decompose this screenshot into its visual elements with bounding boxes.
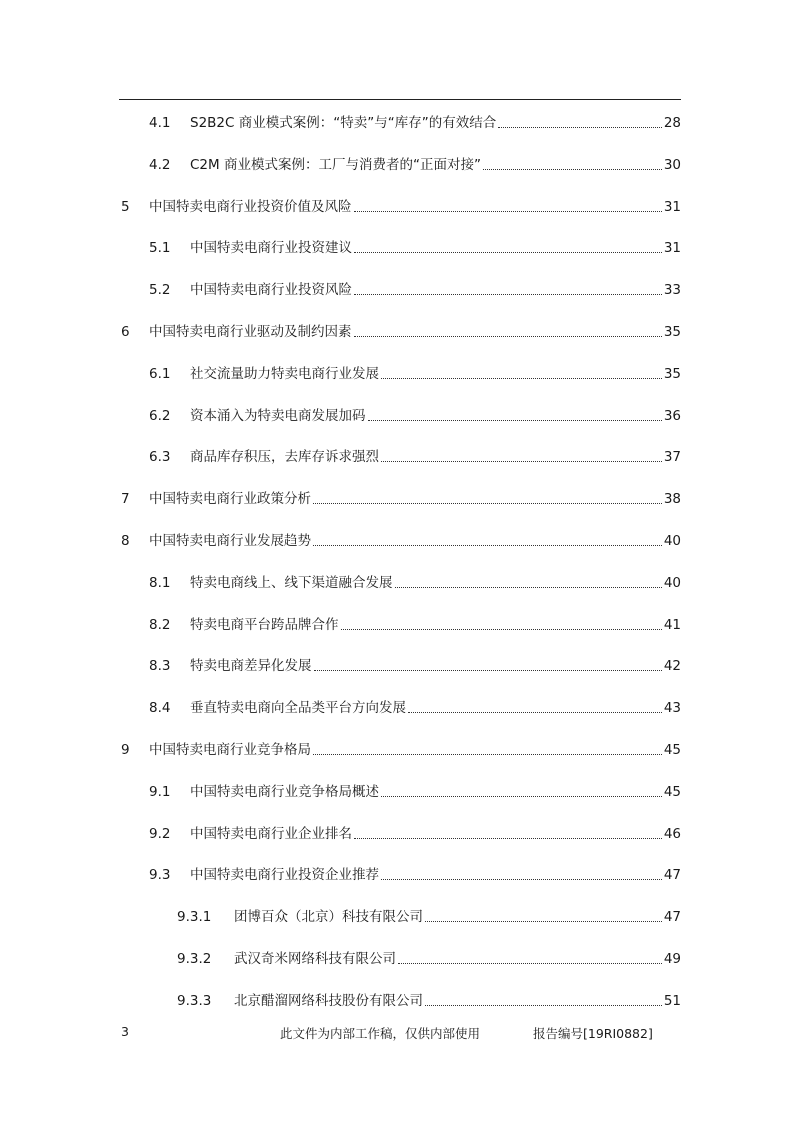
toc-entry-page: 45 xyxy=(663,742,681,758)
toc-entry-title: 中国特卖电商行业投资价值及风险 xyxy=(149,199,352,215)
toc-entry-number: 8.2 xyxy=(149,617,171,633)
toc-dot-leader xyxy=(381,796,662,797)
toc-entry[interactable] xyxy=(149,444,681,466)
toc-entry-page: 45 xyxy=(663,784,681,800)
toc-dot-leader xyxy=(354,294,662,295)
toc-dot-leader xyxy=(381,879,662,880)
toc-entry-page: 38 xyxy=(663,491,681,507)
toc-entry-title: 中国特卖电商行业发展趋势 xyxy=(149,533,311,549)
toc-entry[interactable] xyxy=(121,194,681,216)
toc-entry[interactable] xyxy=(149,361,681,383)
toc-entry[interactable] xyxy=(149,235,681,257)
toc-entry-page: 33 xyxy=(663,282,681,298)
toc-dot-leader xyxy=(313,754,662,755)
toc-entry-page: 47 xyxy=(663,867,681,883)
toc-entry-title: 社交流量助力特卖电商行业发展 xyxy=(190,366,379,382)
toc-entry-title: 中国特卖电商行业投资建议 xyxy=(190,240,352,256)
toc-entry-title: C2M 商业模式案例：工厂与消费者的“正面对接” xyxy=(190,157,481,173)
toc-entry-page: 46 xyxy=(663,826,681,842)
toc-entry-number: 7 xyxy=(121,491,130,507)
toc-dot-leader xyxy=(398,963,662,964)
toc-entry[interactable] xyxy=(121,737,681,759)
toc-entry[interactable] xyxy=(149,653,681,675)
toc-entry-number: 9.1 xyxy=(149,784,171,800)
toc-entry-title: 资本涌入为特卖电商发展加码 xyxy=(190,408,366,424)
toc-entry-title: 商品库存积压，去库存诉求强烈 xyxy=(190,449,379,465)
toc-entry-number: 4.1 xyxy=(149,115,171,131)
toc-entry-title: 中国特卖电商行业竞争格局 xyxy=(149,742,311,758)
toc-dot-leader xyxy=(313,545,662,546)
toc-entry-page: 47 xyxy=(663,909,681,925)
toc-entry-title: 特卖电商线上、线下渠道融合发展 xyxy=(190,575,393,591)
toc-entry-page: 35 xyxy=(663,324,681,340)
toc-dot-leader xyxy=(341,629,662,630)
toc-entry[interactable] xyxy=(177,946,681,968)
toc-entry[interactable] xyxy=(149,779,681,801)
footer-confidential-note: 此文件为内部工作稿，仅供内部使用 xyxy=(280,1026,481,1041)
toc-dot-leader xyxy=(368,420,662,421)
toc-entry[interactable] xyxy=(121,528,681,550)
toc-dot-leader xyxy=(408,712,662,713)
toc-entry-number: 9.2 xyxy=(149,826,171,842)
toc-entry-page: 42 xyxy=(663,658,681,674)
toc-entry-title: 中国特卖电商行业驱动及制约因素 xyxy=(149,324,352,340)
toc-entry[interactable] xyxy=(121,486,681,508)
toc-entry-number: 9.3 xyxy=(149,867,171,883)
page-footer xyxy=(0,1024,800,1044)
toc-dot-leader xyxy=(313,503,662,504)
toc-entry[interactable] xyxy=(121,319,681,341)
toc-entry-number: 9 xyxy=(121,742,130,758)
toc-dot-leader xyxy=(354,838,662,839)
toc-entry-title: 武汉奇米网络科技有限公司 xyxy=(234,951,396,967)
toc-entry-number: 5 xyxy=(121,199,130,215)
toc-entry-page: 36 xyxy=(663,408,681,424)
toc-dot-leader xyxy=(498,127,662,128)
toc-entry-title: 中国特卖电商行业企业排名 xyxy=(190,826,352,842)
toc-entry-number: 8.3 xyxy=(149,658,171,674)
toc-entry-number: 6.2 xyxy=(149,408,171,424)
toc-entry-page: 35 xyxy=(663,366,681,382)
toc-entry-number: 8.1 xyxy=(149,575,171,591)
toc-dot-leader xyxy=(395,587,662,588)
toc-entry-page: 31 xyxy=(663,240,681,256)
toc-entry-title: 特卖电商差异化发展 xyxy=(190,658,312,674)
toc-dot-leader xyxy=(314,670,662,671)
toc-entry-page: 31 xyxy=(663,199,681,215)
toc-entry-title: 中国特卖电商行业投资企业推荐 xyxy=(190,867,379,883)
toc-dot-leader xyxy=(425,1005,662,1006)
toc-entry-page: 49 xyxy=(663,951,681,967)
toc-entry-number: 9.3.2 xyxy=(177,951,212,967)
toc-entry[interactable] xyxy=(149,570,681,592)
toc-entry-number: 4.2 xyxy=(149,157,171,173)
toc-entry-number: 5.2 xyxy=(149,282,171,298)
toc-entry[interactable] xyxy=(149,403,681,425)
toc-entry-title: 特卖电商平台跨品牌合作 xyxy=(190,617,339,633)
toc-entry-title: S2B2C 商业模式案例：“特卖”与“库存”的有效结合 xyxy=(190,115,497,131)
toc-entry-page: 28 xyxy=(663,115,681,131)
toc-entry-title: 团博百众（北京）科技有限公司 xyxy=(234,909,423,925)
toc-entry-number: 6 xyxy=(121,324,130,340)
toc-entry[interactable] xyxy=(177,988,681,1010)
toc-dot-leader xyxy=(381,461,662,462)
toc-entry[interactable] xyxy=(149,110,681,132)
toc-entry-page: 43 xyxy=(663,700,681,716)
toc-dot-leader xyxy=(483,169,662,170)
toc-dot-leader xyxy=(354,211,662,212)
toc-dot-leader xyxy=(354,336,662,337)
toc-entry[interactable] xyxy=(149,612,681,634)
toc-dot-leader xyxy=(354,252,662,253)
toc-entry-page: 40 xyxy=(663,575,681,591)
toc-entry[interactable] xyxy=(149,277,681,299)
toc-entry-page: 30 xyxy=(663,157,681,173)
toc-dot-leader xyxy=(425,921,662,922)
footer-page-number: 3 xyxy=(121,1024,129,1039)
toc-entry[interactable] xyxy=(149,695,681,717)
toc-entry[interactable] xyxy=(149,152,681,174)
toc-entry-page: 51 xyxy=(663,993,681,1009)
toc-entry-page: 40 xyxy=(663,533,681,549)
toc-entry-number: 9.3.3 xyxy=(177,993,212,1009)
toc-entry-number: 8 xyxy=(121,533,130,549)
toc-entry[interactable] xyxy=(177,904,681,926)
toc-entry-title: 中国特卖电商行业政策分析 xyxy=(149,491,311,507)
toc-entry-number: 6.1 xyxy=(149,366,171,382)
toc-entry-number: 5.1 xyxy=(149,240,171,256)
toc-entry[interactable] xyxy=(149,821,681,843)
toc-entry-page: 41 xyxy=(663,617,681,633)
toc-entry-page: 37 xyxy=(663,449,681,465)
toc-entry-number: 6.3 xyxy=(149,449,171,465)
toc-dot-leader xyxy=(381,378,662,379)
toc-entry-number: 8.4 xyxy=(149,700,171,716)
footer-report-code: 报告编号[19RI0882] xyxy=(533,1026,653,1041)
toc-entry-title: 北京醋溜网络科技股份有限公司 xyxy=(234,993,423,1009)
toc-entry-number: 9.3.1 xyxy=(177,909,212,925)
toc-entry-title: 中国特卖电商行业投资风险 xyxy=(190,282,352,298)
toc-entry-title: 中国特卖电商行业竞争格局概述 xyxy=(190,784,379,800)
toc-entry-title: 垂直特卖电商向全品类平台方向发展 xyxy=(190,700,406,716)
toc-entry[interactable] xyxy=(149,862,681,884)
